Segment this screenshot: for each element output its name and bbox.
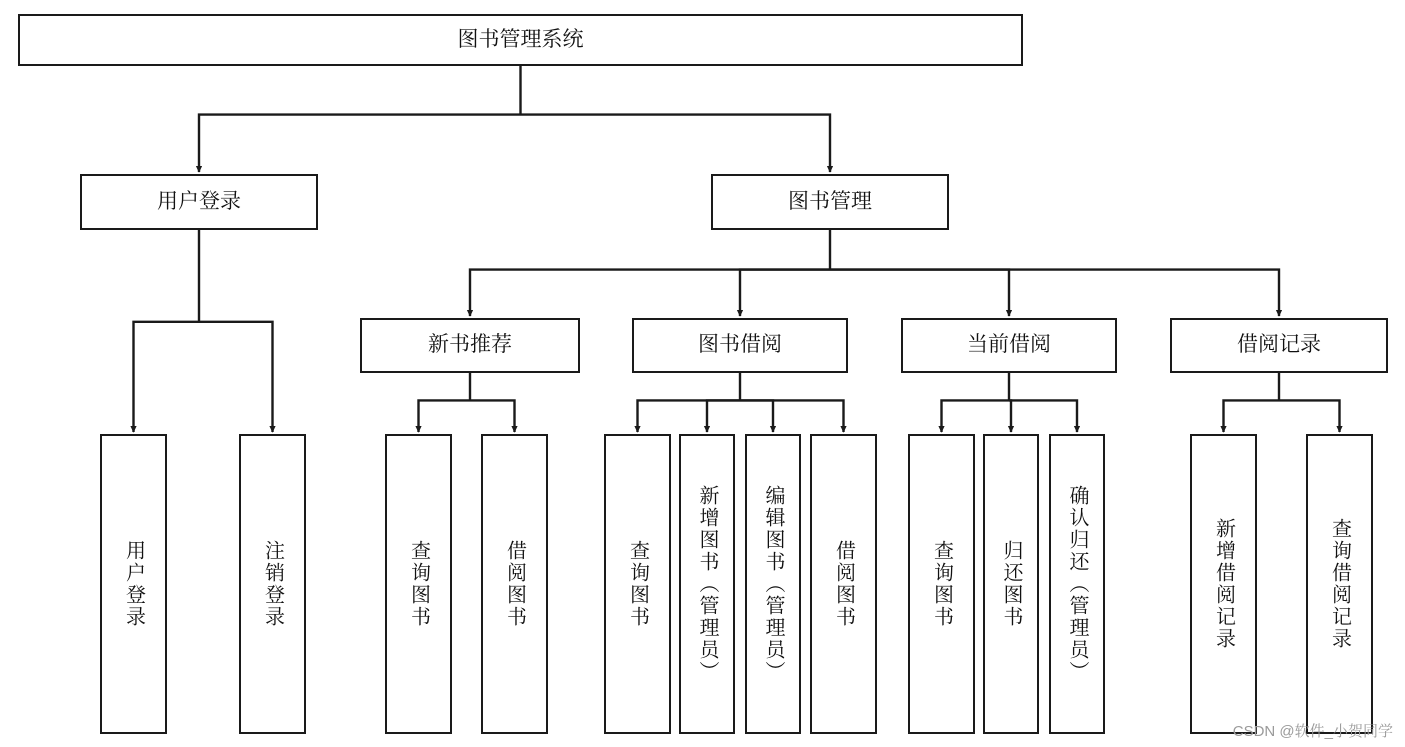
node-label: 新增借阅记录 bbox=[1212, 518, 1235, 650]
node-login[interactable] bbox=[80, 174, 318, 230]
node-records[interactable] bbox=[1170, 318, 1388, 373]
node-l2[interactable] bbox=[239, 434, 306, 734]
node-label: 借阅记录 bbox=[1237, 333, 1321, 357]
node-label: 确认归还（管理员） bbox=[1066, 485, 1088, 683]
node-current[interactable] bbox=[901, 318, 1117, 373]
node-label: 用户登录 bbox=[157, 189, 241, 213]
node-label: 注销登录 bbox=[261, 540, 284, 628]
node-label: 归还图书 bbox=[1000, 540, 1022, 628]
node-n2[interactable] bbox=[481, 434, 548, 734]
node-b2[interactable] bbox=[679, 434, 735, 734]
node-label: 图书管理系统 bbox=[457, 27, 584, 51]
node-label: 查询图书 bbox=[407, 540, 430, 628]
node-label: 查询图书 bbox=[626, 540, 649, 628]
node-label: 用户登录 bbox=[122, 540, 145, 628]
node-label: 图书管理 bbox=[788, 189, 872, 213]
node-label: 新增图书（管理员） bbox=[696, 485, 718, 683]
node-b1[interactable] bbox=[604, 434, 671, 734]
node-c1[interactable] bbox=[908, 434, 975, 734]
node-b3[interactable] bbox=[745, 434, 801, 734]
node-label: 借阅图书 bbox=[832, 540, 855, 628]
node-b4[interactable] bbox=[810, 434, 877, 734]
node-c3[interactable] bbox=[1049, 434, 1105, 734]
node-label: 当前借阅 bbox=[967, 333, 1051, 357]
node-label: 借阅图书 bbox=[503, 540, 526, 628]
node-r2[interactable] bbox=[1306, 434, 1373, 734]
node-r1[interactable] bbox=[1190, 434, 1257, 734]
node-label: 新书推荐 bbox=[428, 333, 512, 357]
node-newbook[interactable] bbox=[360, 318, 580, 373]
node-root[interactable] bbox=[18, 14, 1023, 66]
watermark: CSDN @软件_小贺同学 bbox=[1232, 723, 1393, 740]
node-l1[interactable] bbox=[100, 434, 167, 734]
node-n1[interactable] bbox=[385, 434, 452, 734]
node-label: 查询借阅记录 bbox=[1328, 518, 1351, 650]
node-bookmgmt[interactable] bbox=[711, 174, 949, 230]
node-label: 编辑图书（管理员） bbox=[762, 485, 784, 683]
node-borrow[interactable] bbox=[632, 318, 848, 373]
node-label: 查询图书 bbox=[930, 540, 953, 628]
node-label: 图书借阅 bbox=[698, 333, 782, 357]
node-c2[interactable] bbox=[983, 434, 1039, 734]
